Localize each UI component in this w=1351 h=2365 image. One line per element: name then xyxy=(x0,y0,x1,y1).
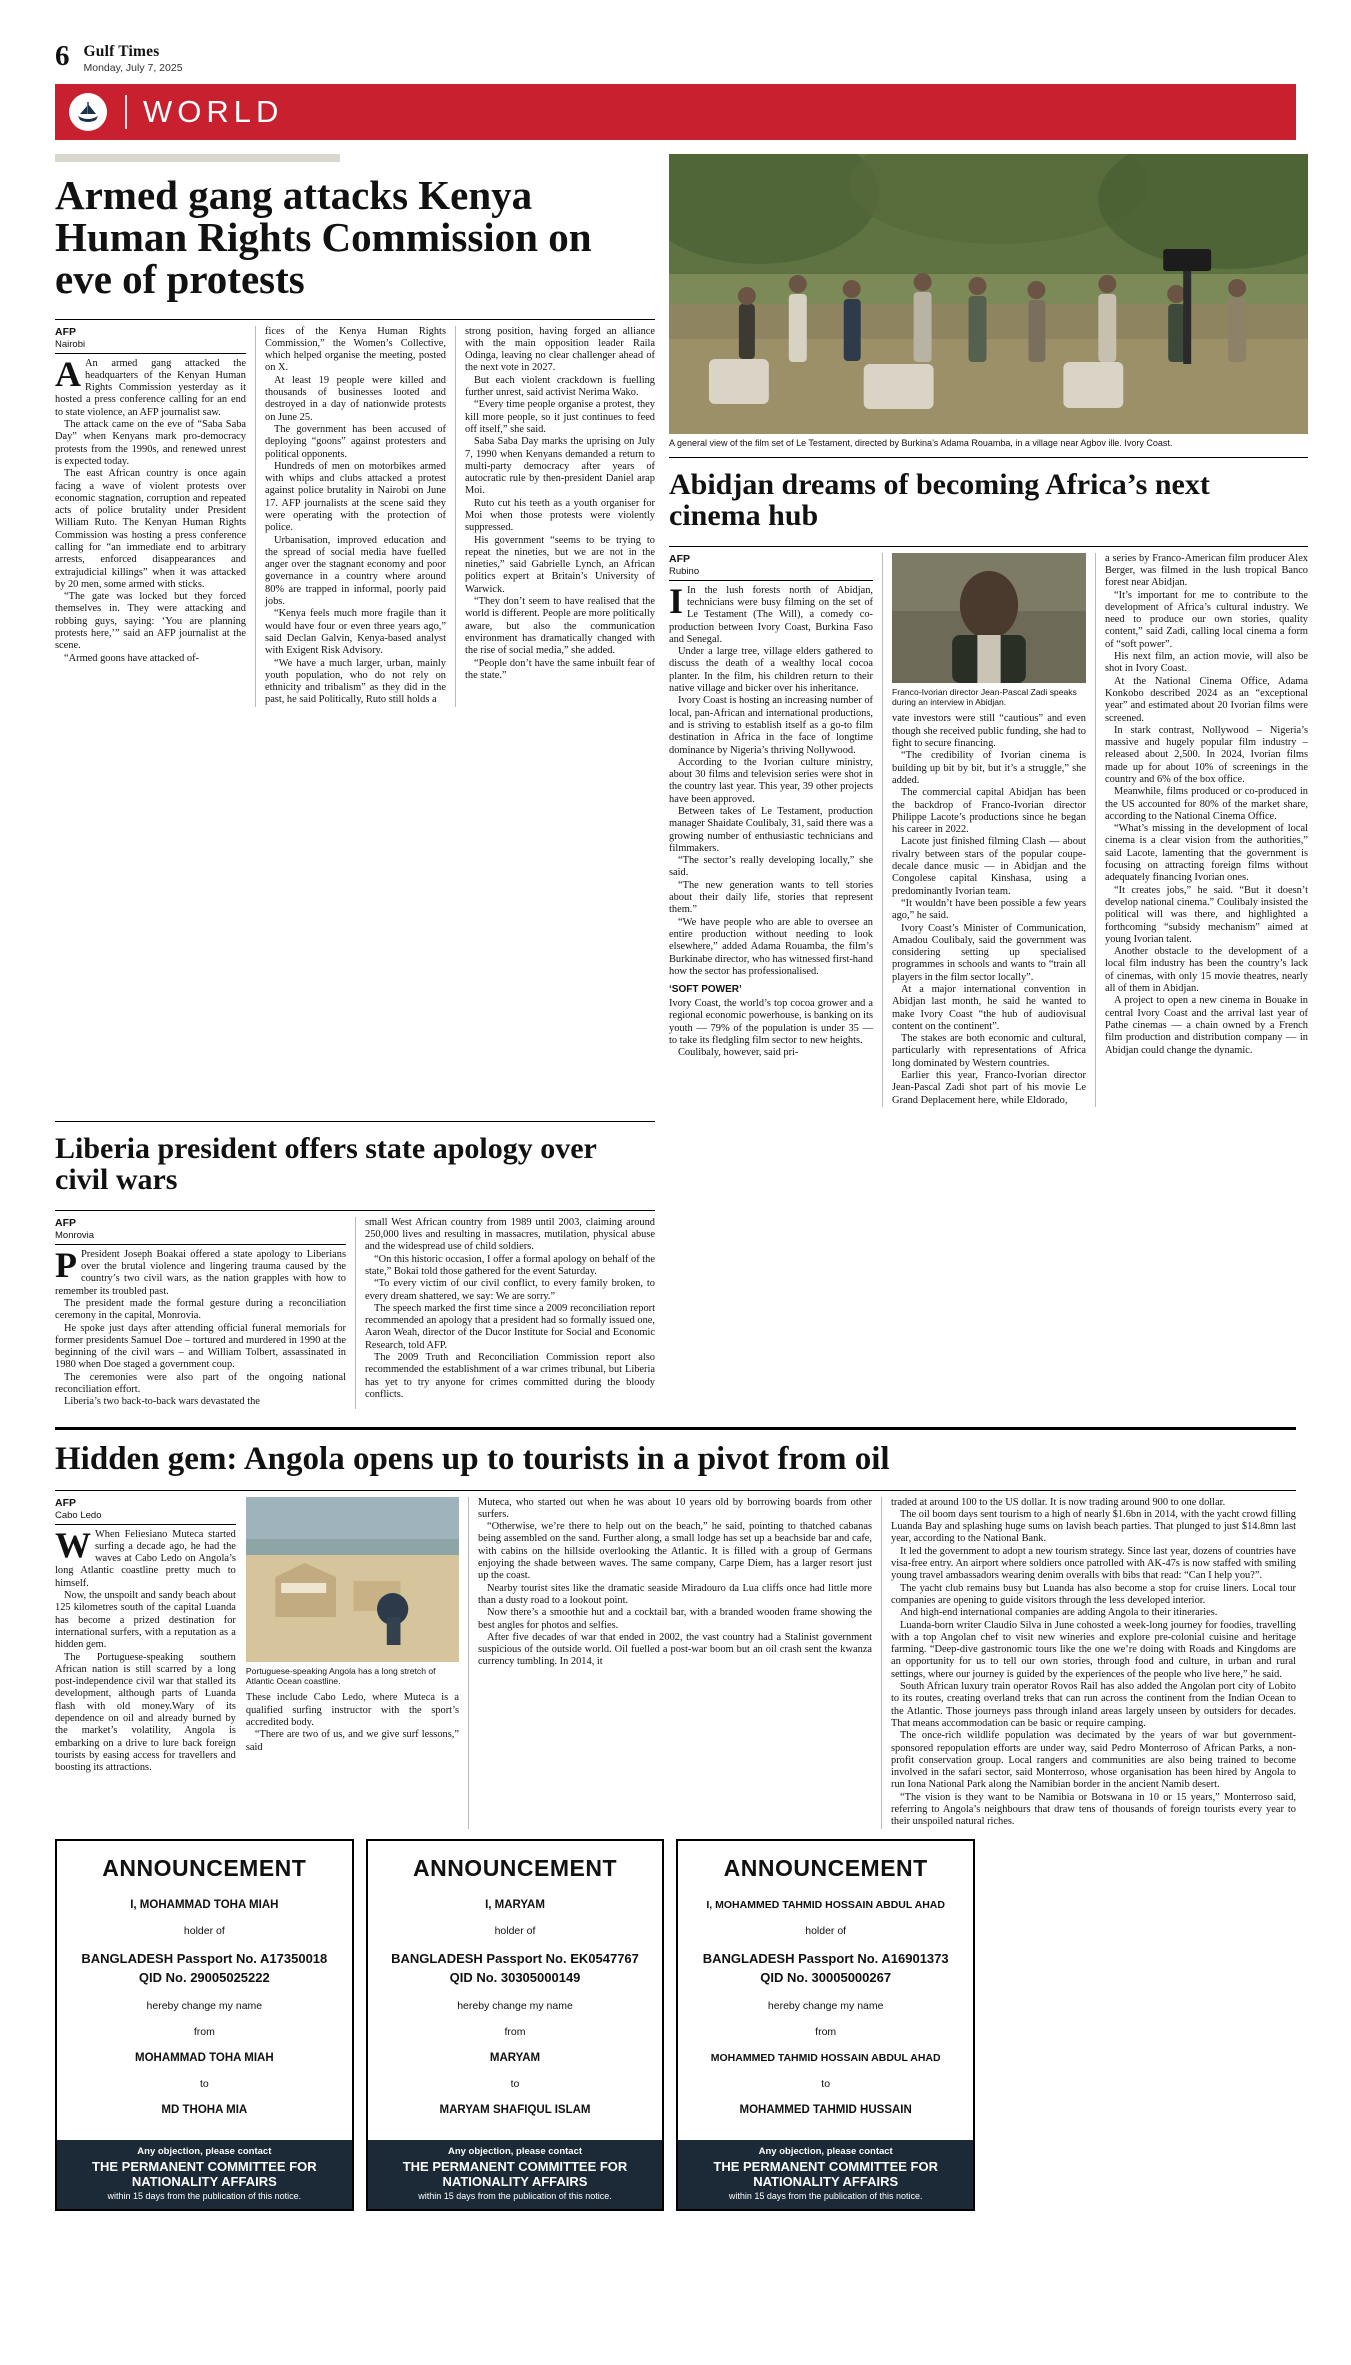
liberia-byline xyxy=(55,1217,346,1242)
cinema-para: “We have people who are able to oversee an entire production without needing to look elsewhere,” added Adama Rouamba, the film’s Burkinabe director, who has witnessed first-hand how the sector has professionalised. xyxy=(669,916,873,977)
film-set-photo-caption: A general view of the film set of Le Testament, directed by Burkina’s Adama Rouamba, in a village near Agbov ille. Ivory Coast. xyxy=(669,437,1173,448)
angola-para: These include Cabo Ledo, where Muteca is a qualified surfing instructor with the sport’s accredited body. xyxy=(245,1692,459,1728)
cinema-para: Coulibaly, however, said pri- xyxy=(678,1047,799,1059)
cinema-para: Meanwhile, films produced or co-produced in the US accounted for 80% of the market share, according to the National Cinema Office. xyxy=(1105,786,1308,822)
announcement-from-label: from xyxy=(815,2025,837,2038)
lead-byline xyxy=(55,326,246,351)
angola-dropcap: W xyxy=(55,1524,91,1565)
announcement-footer-line2: THE PERMANENT COMMITTEE FOR NATIONALITY AFFAIRS xyxy=(402,2158,628,2189)
cinema-para: “It wouldn’t have been possible a few years ago,” he said. xyxy=(892,897,1086,922)
liberia-para: President Joseph Boakai offered a state apology to Liberians over the brutal violence and lingering trauma caused by the country’s two civil wars, as the nation grapples with how to remember its troubled past. xyxy=(55,1248,346,1297)
lead-para: At least 19 people were killed and thousands of businesses looted and destroyed in a day of nationwide protests on June 25. xyxy=(265,374,446,423)
announcement-qid: QID No. 30005000267 xyxy=(760,1969,892,1985)
angola-para: The oil boom days sent tourism to a high of nearly $1.6bn in 2014, with the yacht crowd filling Luanda Bay and splashing huge sums on lavish beach parties. That plunged to just $14.8mn last year, according to the National Bank. xyxy=(891,1508,1296,1545)
angola-para: The Portuguese-speaking southern African nation is still scarred by a long post-independence civil war that stalled its development, although parts of Luanda flash with old money.Wary of its dependence on oil and already burned by the market’s volatility, Angola is embarking on a drive to lure back foreign tourists by easing access for travellers and boosting its attractions. xyxy=(55,1651,236,1774)
announcement-title: ANNOUNCEMENT xyxy=(723,1854,928,1881)
angola-byline-agency: AFP xyxy=(55,1496,76,1509)
announcement-footer-line1: Any objection, please contact xyxy=(447,2145,583,2157)
announcement-from-label: from xyxy=(504,2025,526,2038)
liberia-dropcap: P xyxy=(55,1244,77,1285)
liberia-para: The ceremonies were also part of the ongoing national reconciliation effort. xyxy=(55,1371,346,1396)
masthead-texts xyxy=(84,42,183,74)
announcement-footer-line1: Any objection, please contact xyxy=(758,2145,893,2157)
announcement-new-name: MD THOHA MIA xyxy=(161,2103,248,2116)
page-number: 6 xyxy=(55,40,70,72)
cinema-para: Earlier this year, Franco-Ivorian director Jean-Pascal Zadi shot part of his movie Le Grand Deplacement here, while Eldorado, xyxy=(892,1070,1086,1106)
announcement-footer-line2: THE PERMANENT COMMITTEE FOR NATIONALITY AFFAIRS xyxy=(713,2158,938,2189)
cinema-para: The stakes are both economic and cultural, particularly with representations of Africa long dominated by Western countries. xyxy=(892,1033,1086,1069)
publication-date: Monday, July 7, 2025 xyxy=(83,61,183,74)
announcement-change-label: hereby change my name xyxy=(767,1999,884,2012)
liberia-para: “To every victim of our civil conflict, to every family broken, to every dream shattered, we say: We are sorry.” xyxy=(365,1278,655,1302)
banner-divider xyxy=(125,95,127,129)
announcement-footer-line2: THE PERMANENT COMMITTEE FOR NATIONALITY AFFAIRS xyxy=(92,2158,317,2189)
cinema-para: “What’s missing in the development of local cinema is a clear vision from the authorities,” said Lacote, lamenting that the government is focusing on attracting foreign films without adequately financing Ivorian ones. xyxy=(1105,823,1308,884)
announcement-footer-line3: within 15 days from the publication of this notice. xyxy=(728,2190,923,2201)
section-title: WORLD xyxy=(143,93,284,129)
cinema-para: “The sector’s really developing locally,” she said. xyxy=(669,855,873,879)
announcement-to-label: to xyxy=(510,2077,520,2090)
cinema-para: At a major international convention in Abidjan last month, he said he wanted to make Ivory Coast “the hub of audiovisual content on the continent”. xyxy=(892,984,1086,1032)
lead-byline-place: Nairobi xyxy=(55,338,86,350)
angola-para: The once-rich wildlife population was decimated by the years of war but government-sponsored repopulation efforts are under way, said Pedro Monterroso of African Parks, a non-profit conservation group. Local rangers and communities are also being trained to become involved in the safari sector, said Monterroso, whose organisation has been hired by Angola to run Iona National Park along the Namibian border in the ancient Namib desert. xyxy=(891,1730,1296,1791)
lead-para: Ruto cut his teeth as a youth organiser for Moi when those protests were violently suppressed. xyxy=(465,497,655,534)
angola-para: Luanda-born writer Claudio Silva in June cohosted a week-long journey for foodies, travelling with a top Angolan chef to visit new wineries and explore pre-colonial cuisine and heritage farming. “Deep-dive gastronomic tours like the one we’re doing with Roads and Kingdoms are an opportunity for us to tell our own stories, through food and culture, in urban and rural settings, where our journey is guided by the experiences of the people who live here,” he said. xyxy=(891,1619,1296,1680)
announcement-declarant: I, MOHAMMED TAHMID HOSSAIN ABDUL AHAD xyxy=(706,1898,945,1911)
liberia-para: “On this historic occasion, I offer a formal apology on behalf of the state,” Bokai told those gathered for the event Saturday. xyxy=(365,1253,655,1277)
liberia-para: Liberia’s two back-to-back wars devastated the xyxy=(64,1396,260,1408)
lead-para: Urbanisation, improved education and the spread of social media have fuelled anger over the stagnant economy and poor governance in a country where around 80% are trapped in informal, poorly paid jobs. xyxy=(265,534,446,608)
cinema-para: In stark contrast, Nollywood – Nigeria’s massive and hugely popular film industry – released about 2,500. In 2024, Ivorian films made up for about 10% of screenings in the country and 6% of the box office. xyxy=(1105,724,1308,785)
masthead xyxy=(55,0,1296,80)
liberia-para: The speech marked the first time since a 2009 reconciliation report recommended an apology that a president had so formally issued one, Aaron Weah, director of the Ducor Institute for Social and Economic Research, told AFP. xyxy=(365,1302,655,1351)
lead-para: “They don’t seem to have realised that the world is different. People are more politically aware, but also the communication environment has dramatically changed with the rise of social media,” she added. xyxy=(465,596,655,657)
cinema-para: His next film, an action movie, will also be shot in Ivory Coast. xyxy=(1105,651,1308,675)
announcement-qid: QID No. 29005025222 xyxy=(138,1969,270,1985)
announcement-passport: BANGLADESH Passport No. A16901373 xyxy=(702,1950,949,1966)
paper-name: Gulf Times xyxy=(83,43,160,60)
announcement-footer xyxy=(678,2140,973,2209)
gulf-times-logo-icon xyxy=(69,93,107,131)
cinema-para: a series by Franco-American film producer Alex Berger, was filmed in the lush tropical Banco forest near Abidjan. xyxy=(1105,552,1308,589)
cinema-para: The commercial capital Abidjan has been the backdrop of Franco-Ivorian director Philippe Lacote’s productions since he began his career in 2022. xyxy=(892,787,1086,836)
lead-para: “Every time people organise a protest, they kill more people, so it just continues to feed off itself,” she said. xyxy=(465,399,655,435)
lead-para: The attack came on the eve of “Saba Saba Day” when Kenyans mark pro-democracy protests from the 1990s, and renewed unrest is expected today. xyxy=(55,419,246,467)
lead-para: An armed gang attacked the headquarters of the Kenyan Human Rights Commission yesterday as it hosted a press conference calling for an end to state violence, an AFP journalist saw. xyxy=(55,357,246,418)
angola-para: Nearby tourist sites like the dramatic seaside Miradouro da Lua cliffs once had little more than a dusty road to a lookout point. xyxy=(478,1582,872,1606)
lead-story xyxy=(55,154,655,1107)
announcement-card xyxy=(366,1839,665,2211)
angola-byline-place: Cabo Ledo xyxy=(55,1509,102,1521)
angola-para: When Feliesiano Muteca started surfing a decade ago, he had the waves at Cabo Ledo on Angola’s long Atlantic coastline pretty much to himself. xyxy=(55,1528,236,1589)
cinema-byline xyxy=(669,553,873,578)
announcement-passport: BANGLADESH Passport No. EK0547767 xyxy=(391,1950,639,1966)
lead-byline-agency: AFP xyxy=(55,325,76,338)
cinema-para: A project to open a new cinema in Bouake in central Ivory Coast and the arrival last year of Pathe cinemas — a chain owned by a French film production and distribution company — in Abidjan could change the dynamic. xyxy=(1105,995,1308,1056)
lead-para: His government “seems to be trying to repeat the nineties, but we are not in the nineties,” said Gabrielle Lynch, an African politics expert at Britain’s University of Warwick. xyxy=(465,534,655,595)
announcement-footer-line1: Any objection, please contact xyxy=(137,2145,272,2157)
liberia-byline-agency: AFP xyxy=(55,1216,76,1229)
announcement-title: ANNOUNCEMENT xyxy=(412,1854,618,1881)
director-portrait-caption: Franco-Ivorian director Jean-Pascal Zadi speaks during an interview in Abidjan. xyxy=(892,686,1077,708)
announcement-declarant: I, MOHAMMAD TOHA MIAH xyxy=(130,1898,279,1911)
lead-para: “The gate was locked but they forced themselves in. They were attacking and robbing guys, saying: ‘You are planning protests here,’” said an AFP journalist at the scene. xyxy=(55,591,246,652)
cinema-headline: Abidjan dreams of becoming Africa’s next cinema hub xyxy=(669,467,1210,532)
announcement-passport: BANGLADESH Passport No. A17350018 xyxy=(81,1950,328,1966)
announcements-row xyxy=(55,1839,975,2211)
angola-beach-photo-caption: Portuguese-speaking Angola has a long stretch of Atlantic Ocean coastline. xyxy=(245,1665,436,1686)
cinema-byline-place: Rubino xyxy=(669,565,700,577)
announcement-new-name: MOHAMMED TAHMID HUSSAIN xyxy=(739,2103,912,2116)
cinema-byline-agency: AFP xyxy=(669,552,690,565)
announcement-new-name: MARYAM SHAFIQUL ISLAM xyxy=(439,2103,591,2116)
angola-story xyxy=(55,1427,1296,1829)
cinema-para: Another obstacle to the development of a local film industry has been the country’s lack of cinemas, with only 15 movie theatres, nearly all of them in Abidjan. xyxy=(1105,946,1308,995)
announcement-title: ANNOUNCEMENT xyxy=(102,1854,307,1881)
cinema-dropcap: I xyxy=(669,580,684,621)
liberia-para: The president made the formal gesture during a reconciliation ceremony in the capital, Monrovia. xyxy=(55,1297,346,1322)
lead-para: Hundreds of men on motorbikes armed with whips and clubs attacked a protest against police brutality in Nairobi on June 17. AFP journalists at the scene said they were operating with the protection of police. xyxy=(265,460,446,534)
angola-para: “The vision is they want to be Namibia or Botswana in 10 or 15 years,” Monterroso said, referring to Angola’s neighbours that draw tens of thousands of foreign tourists every year to their unspoiled natural riches. xyxy=(891,1791,1296,1828)
lead-para: “People don’t have the same inbuilt fear of the state.” xyxy=(465,657,655,681)
angola-byline xyxy=(55,1497,236,1522)
announcement-footer-line3: within 15 days from the publication of this notice. xyxy=(107,2190,302,2201)
liberia-para: He spoke just days after attending official funeral memorials for former presidents Samuel Doe – tortured and murdered in 1990 at the beginning of the civil wars – and William Tolbert, assassinated in 1980 when Doe staged a government coup. xyxy=(55,1322,346,1371)
lead-headline: Armed gang attacks Kenya Human Rights Commission on eve of protests xyxy=(55,171,592,303)
angola-para: Now there’s a smoothie hut and a cocktail bar, with a branded wooden frame showing the best angles for photos and selfies. xyxy=(478,1607,872,1631)
announcement-card xyxy=(676,1839,975,2211)
liberia-para: small West African country from 1989 until 2003, claiming around 250,000 lives and resulting in massacres, mutilation, physical abuse and the widespread use of child soldiers. xyxy=(365,1216,655,1253)
director-portrait-photo xyxy=(892,553,1086,683)
cinema-para: Ivory Coast’s Minister of Communication, Amadou Coulibaly, said the government was considering setting up specialised programmes in schools and wants to “train all players in the film sector locally”. xyxy=(892,922,1086,983)
angola-para: The yacht club remains busy but Luanda has also become a stop for cruise liners. Local tour companies are opening to guide visitors through the less developed interior. xyxy=(891,1582,1296,1606)
announcement-change-label: hereby change my name xyxy=(146,1999,263,2012)
announcement-footer xyxy=(368,2140,663,2209)
lead-para: “Armed goons have attacked of- xyxy=(64,652,200,664)
cinema-subhead: ‘SOFT POWER’ xyxy=(669,984,742,996)
angola-para: It led the government to adopt a new tourism strategy. Since last year, dozens of countries have visa-free entry. An airport where soldiers once patrolled with AK-47s is now staffed with smiling young travel ambassadors wearing denim overalls with bibs that read: “Can I help you?”. xyxy=(891,1545,1296,1582)
cinema-para: In the lush forests north of Abidjan, technicians were busy filming on the set of Le Testament (The Will), a comedy co-production between Ivory Coast, Burkina Faso and Senegal. xyxy=(669,584,873,645)
announcement-holder-label: holder of xyxy=(494,1924,536,1937)
cinema-para: Ivory Coast, the world’s top cocoa grower and a regional economic powerhouse, is banking on its youth — 79% of the population is under 35 — to take its fledgling film sector to new heights. xyxy=(669,998,873,1047)
cinema-para: “It’s important for me to contribute to the development of Africa’s cultural industry. We need to produce our own stories, quality content,” said Zadi, calling local cinema a form of “soft power”. xyxy=(1105,589,1308,650)
liberia-byline-place: Monrovia xyxy=(55,1229,95,1241)
announcement-old-name: MOHAMMED TAHMID HOSSAIN ABDUL AHAD xyxy=(710,2051,941,2064)
cinema-para: Under a large tree, village elders gathered to discuss the death of a wealthy local cocoa planter. In the film, his children return to their native village and bicker over his inheritance. xyxy=(669,646,873,695)
lead-para: strong position, having forged an alliance with the main opposition leader Raila Odinga, leaving no clear challenger ahead of the next vote in 2027. xyxy=(465,325,655,374)
liberia-para: The 2009 Truth and Reconciliation Commission report also recommended the establishment of a war crimes tribunal, but Liberia has yet to try anyone for crimes committed during the bloody conflicts. xyxy=(365,1352,655,1400)
lead-para: “We have a much larger, urban, mainly youth population, who do not rely on ethnicity and tribalism” as they did in the past, he said Politically, Ruto still holds a xyxy=(265,657,446,706)
announcement-declarant: I, MARYAM xyxy=(485,1898,545,1911)
angola-para: South African luxury train operator Rovos Rail has also added the Angolan port city of Lobito to its routes, creating overland treks that can run across the continent from the Indian Ocean to the Atlantic. Those journeys pass through inland areas largely unseen by outsiders for decades. That means accommodation can be basic or require camping. xyxy=(891,1681,1296,1729)
lead-para: The east African country is once again facing a wave of violent protests over economic stagnation, corruption and repeated acts of police brutality under President William Ruto. The Kenyan Human Rights Commission was hosting a press conference calling for “an immediate end to arbitrary arrests, enforced disappearances and extrajudicial killings” when it was attacked by 20 men, some armed with sticks. xyxy=(55,468,246,590)
angola-para: traded at around 100 to the US dollar. It is now trading around 900 to one dollar. xyxy=(891,1496,1226,1508)
liberia-headline: Liberia president offers state apology over civil wars xyxy=(55,1131,597,1196)
angola-para: “Otherwise, we’re there to help out on the beach,” he said, pointing to thatched cabanas being assembled on the sand. Further along, a small lodge has set up a beachside bar and cafe, with cabins on the hillside overlooking the Atlantic. It is filled with a group of Germans enjoying the shade between waves. The same company, Carpe Diem, has a larger resort just up the coast. xyxy=(478,1521,872,1582)
announcement-from-label: from xyxy=(193,2025,215,2038)
top-area xyxy=(55,154,1308,1107)
lead-para: But each violent crackdown is fuelling further unrest, said activist Nerima Wako. xyxy=(465,374,655,399)
cinema-para: Ivory Coast is hosting an increasing number of local, pan-African and international productions, and is striving to establish itself as a go-to film destination in Africa in the face of longtime dominance by Nigeria’s thriving Nollywood. xyxy=(669,695,873,756)
angola-para: Muteca, who started out when he was about 10 years old by borrowing boards from other surfers. xyxy=(478,1496,872,1520)
angola-para: And high-end international companies are adding Angola to their itineraries. xyxy=(900,1607,1218,1619)
lead-para: The government has been accused of deploying “goons” against protesters and political opponents. xyxy=(265,423,446,460)
announcement-card xyxy=(55,1839,354,2211)
lead-dropcap: A xyxy=(55,353,81,394)
angola-para: “There are two of us, and we give surf lessons,” said xyxy=(245,1729,459,1753)
announcement-holder-label: holder of xyxy=(805,1924,847,1937)
angola-para: After five decades of war that ended in 2002, the vast country had a Stalinist government suspicious of the outside world. Oil fuelled a post-war boom but an oil crash sent the kwanza currency tumbling. In 2014, it xyxy=(478,1631,872,1668)
announcement-footer xyxy=(57,2140,352,2209)
film-set-photo xyxy=(669,154,1308,434)
cinema-para: Between takes of Le Testament, production manager Shaidate Coulibaly, 31, said there was a growing number of enthusiastic technicians and filmmakers. xyxy=(669,806,873,854)
cinema-para: Lacote just finished filming Clash — about rivalry between stars of the popular coupe-decale dance music — in Abidjan and the Congolese capital Kinshasa, using a predominantly Ivorian team. xyxy=(892,836,1086,897)
announcement-footer-line3: within 15 days from the publication of this notice. xyxy=(418,2190,612,2201)
lead-para: “Kenya feels much more fragile than it would have four or even three years ago,” said Declan Galvin, Kenya-based analyst with Exigent Risk Advisory. xyxy=(265,608,446,657)
cinema-para: “The credibility of Ivorian cinema is building up bit by bit, but it’s a struggle,” she added. xyxy=(892,750,1086,786)
cinema-para: At the National Cinema Office, Adama Konkobo described 2024 as an “exceptional year” and estimated about 20 Ivorian films were screened. xyxy=(1105,675,1308,724)
announcement-old-name: MOHAMMAD TOHA MIAH xyxy=(135,2051,274,2064)
announcement-change-label: hereby change my name xyxy=(457,1999,573,2012)
section-banner xyxy=(55,84,1296,140)
cinema-para: “It creates jobs,” he said. “But it doesn’t develop national cinema.” Coulibaly insisted the political will was there, and highlighted a forthcoming “subsidy mechanism” aimed at young Ivorian talent. xyxy=(1105,884,1308,945)
angola-beach-photo xyxy=(246,1497,459,1662)
announcement-qid: QID No. 30305000149 xyxy=(449,1969,581,1985)
lead-para: Saba Saba Day marks the uprising on July 7, 1990 when Kenyans demanded a return to multi-party democracy after years of autocratic rule by then-president Daniel arap Moi. xyxy=(465,436,655,497)
angola-headline: Hidden gem: Angola opens up to tourists in a pivot from oil xyxy=(55,1440,890,1477)
angola-para: Now, the unspoilt and sandy beach about 125 kilometres south of the capital Luanda has become a prized destination for international surfers, with a reputation as a hidden gem. xyxy=(55,1590,236,1651)
cinema-para: “The new generation wants to tell stories about their daily life, stories that represent them.” xyxy=(669,879,873,916)
announcement-holder-label: holder of xyxy=(183,1924,225,1937)
lead-para: fices of the Kenya Human Rights Commission,” the Women’s Collective, which helped organise the meeting, posted on X. xyxy=(265,325,446,374)
cinema-para: vate investors were still “cautious” and even though she received public funding, she had to fight to secure financing. xyxy=(892,713,1086,750)
announcement-to-label: to xyxy=(821,2077,831,2090)
announcement-to-label: to xyxy=(199,2077,209,2090)
liberia-story xyxy=(55,1121,655,1409)
cinema-para: According to the Ivorian culture ministry, about 30 films and television series were shot in the country last year. This year, 39 other projects have been approved. xyxy=(669,756,873,805)
announcement-old-name: MARYAM xyxy=(489,2051,541,2064)
cinema-block xyxy=(669,154,1308,1107)
